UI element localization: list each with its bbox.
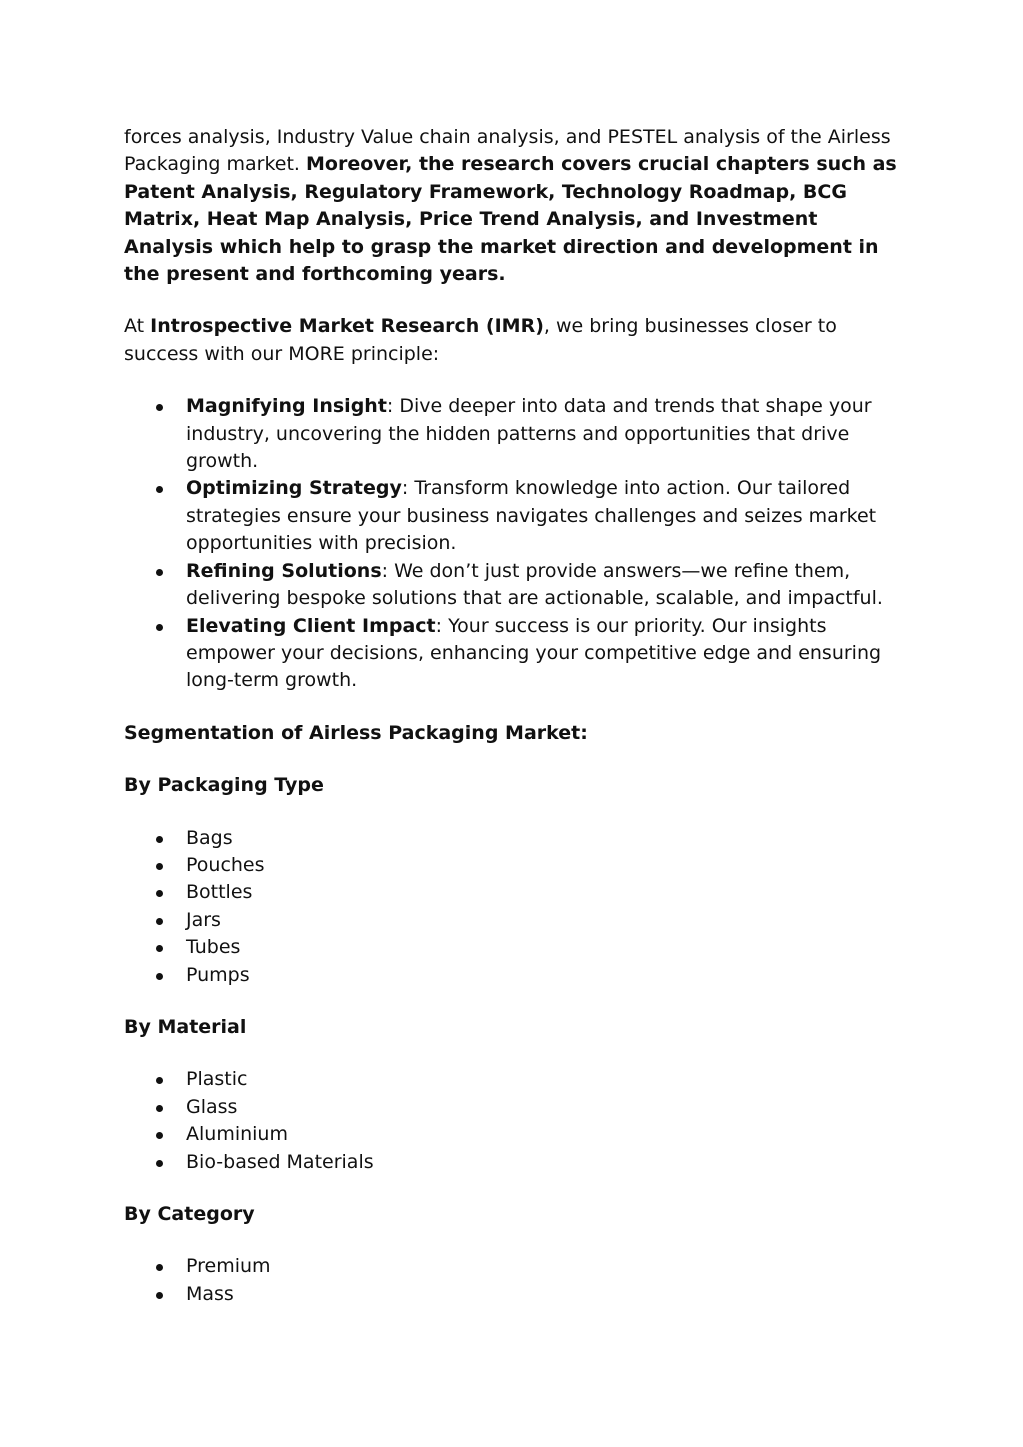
list-item: Glass: [124, 1094, 904, 1121]
document-page: [124, 124, 904, 1308]
principle-title: Elevating Client Impact: [186, 614, 436, 637]
principle-text: : We don’t just provide answers—we refine them, delivering bespoke solutions that are actionable, scalable, and impactful.: [186, 559, 883, 610]
list-item: Tubes: [124, 934, 904, 961]
principle-item: [124, 613, 904, 695]
principle-title: Refining Solutions: [186, 559, 382, 582]
list-item: Pumps: [124, 962, 904, 989]
category-heading: By Category: [124, 1203, 255, 1225]
principle-text: : Your success is our priority. Our insights empower your decisions, enhancing your competitive edge and ensuring long-term growth.: [186, 614, 882, 692]
list-item: Plastic: [124, 1066, 904, 1093]
principle-title: Magnifying Insight: [186, 395, 387, 418]
material-heading: By Material: [124, 1015, 247, 1038]
intro-paragraph: [124, 124, 904, 288]
imr-suffix: , we bring businesses closer to success with our MORE principle:: [124, 315, 837, 365]
list-item: Aluminium: [124, 1121, 904, 1148]
principle-item: [124, 558, 904, 613]
list-item: Jars: [124, 907, 904, 934]
category-list: [124, 1253, 904, 1308]
material-list: [124, 1066, 904, 1176]
principle-text: : Transform knowledge into action. Our tailored strategies ensure your business navigates challenges and seizes market opportunities with precision.: [186, 477, 877, 555]
list-item: Bags: [124, 825, 904, 852]
imr-prefix: At: [124, 315, 151, 338]
list-item: Mass: [124, 1281, 904, 1308]
list-item: Premium: [124, 1253, 904, 1280]
packaging-type-heading: By Packaging Type: [124, 774, 324, 797]
principle-title: Optimizing Strategy: [186, 477, 402, 500]
list-item: Bottles: [124, 879, 904, 906]
principle-text: : Dive deeper into data and trends that shape your industry, uncovering the hidden patterns and opportunities that drive growth.: [186, 395, 872, 473]
principles-list: [124, 393, 904, 694]
intro-plain-text: forces analysis, Industry Value chain analysis, and PESTEL analysis of the Airless Packaging market.: [124, 126, 891, 176]
list-item: Bio-based Materials: [124, 1149, 904, 1176]
imr-company-name: Introspective Market Research (IMR): [150, 315, 544, 338]
list-item: Pouches: [124, 852, 904, 879]
intro-bold-text: Moreover, the research covers crucial chapters such as Patent Analysis, Regulatory Framework, Technology Roadmap, BCG Matrix, Heat Map Analysis, Price Trend Analysis, and Investment Analysis which help to grasp the market direction and development in the present and forthcoming years.: [124, 153, 897, 286]
packaging-type-list: [124, 825, 904, 989]
imr-paragraph: [124, 313, 904, 368]
principle-item: [124, 475, 904, 557]
principle-item: [124, 393, 904, 475]
segmentation-heading: Segmentation of Airless Packaging Market:: [124, 721, 588, 744]
